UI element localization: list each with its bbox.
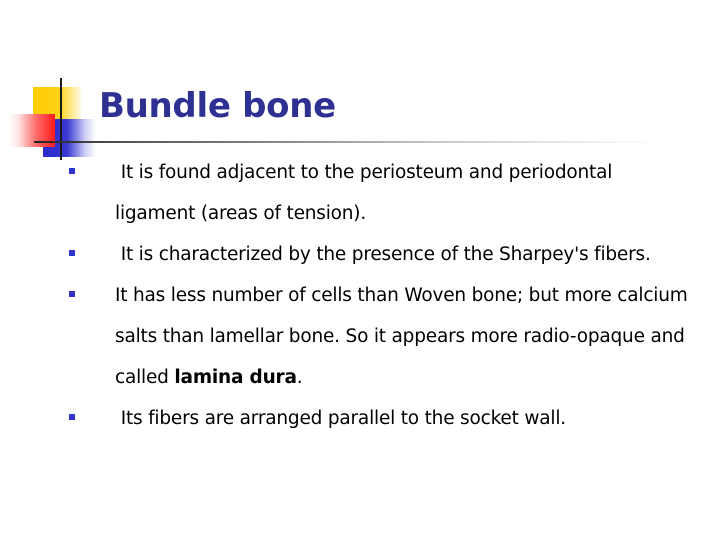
square-bullet-icon — [69, 168, 75, 174]
bullet-list — [68, 152, 688, 439]
square-bullet-icon — [69, 250, 75, 256]
bullet-text: It is characterized by the presence of the Sharpey's fibers. — [120, 244, 651, 265]
vertical-rule — [60, 78, 62, 160]
square-bullet-icon — [69, 414, 75, 420]
bullet-text: It is found adjacent to the periosteum and periodontal ligament (areas of tension). — [115, 162, 613, 224]
bold-term: lamina dura — [174, 367, 297, 388]
bullet-text: Its fibers are arranged parallel to the socket wall. — [120, 408, 566, 429]
bullet-text-end: . — [296, 367, 303, 388]
slide-title: Bundle bone — [99, 86, 336, 126]
square-bullet-icon — [69, 291, 75, 297]
bullet-item — [68, 398, 688, 439]
bullet-item — [68, 234, 688, 275]
title-underline-rule — [34, 141, 660, 143]
bullet-item — [68, 275, 688, 398]
bullet-item — [68, 152, 688, 234]
bullet-text: It has less number of cells than Woven bone; but more calcium salts than lamellar bone. So it appears more radio-opaque and called — [115, 285, 688, 388]
